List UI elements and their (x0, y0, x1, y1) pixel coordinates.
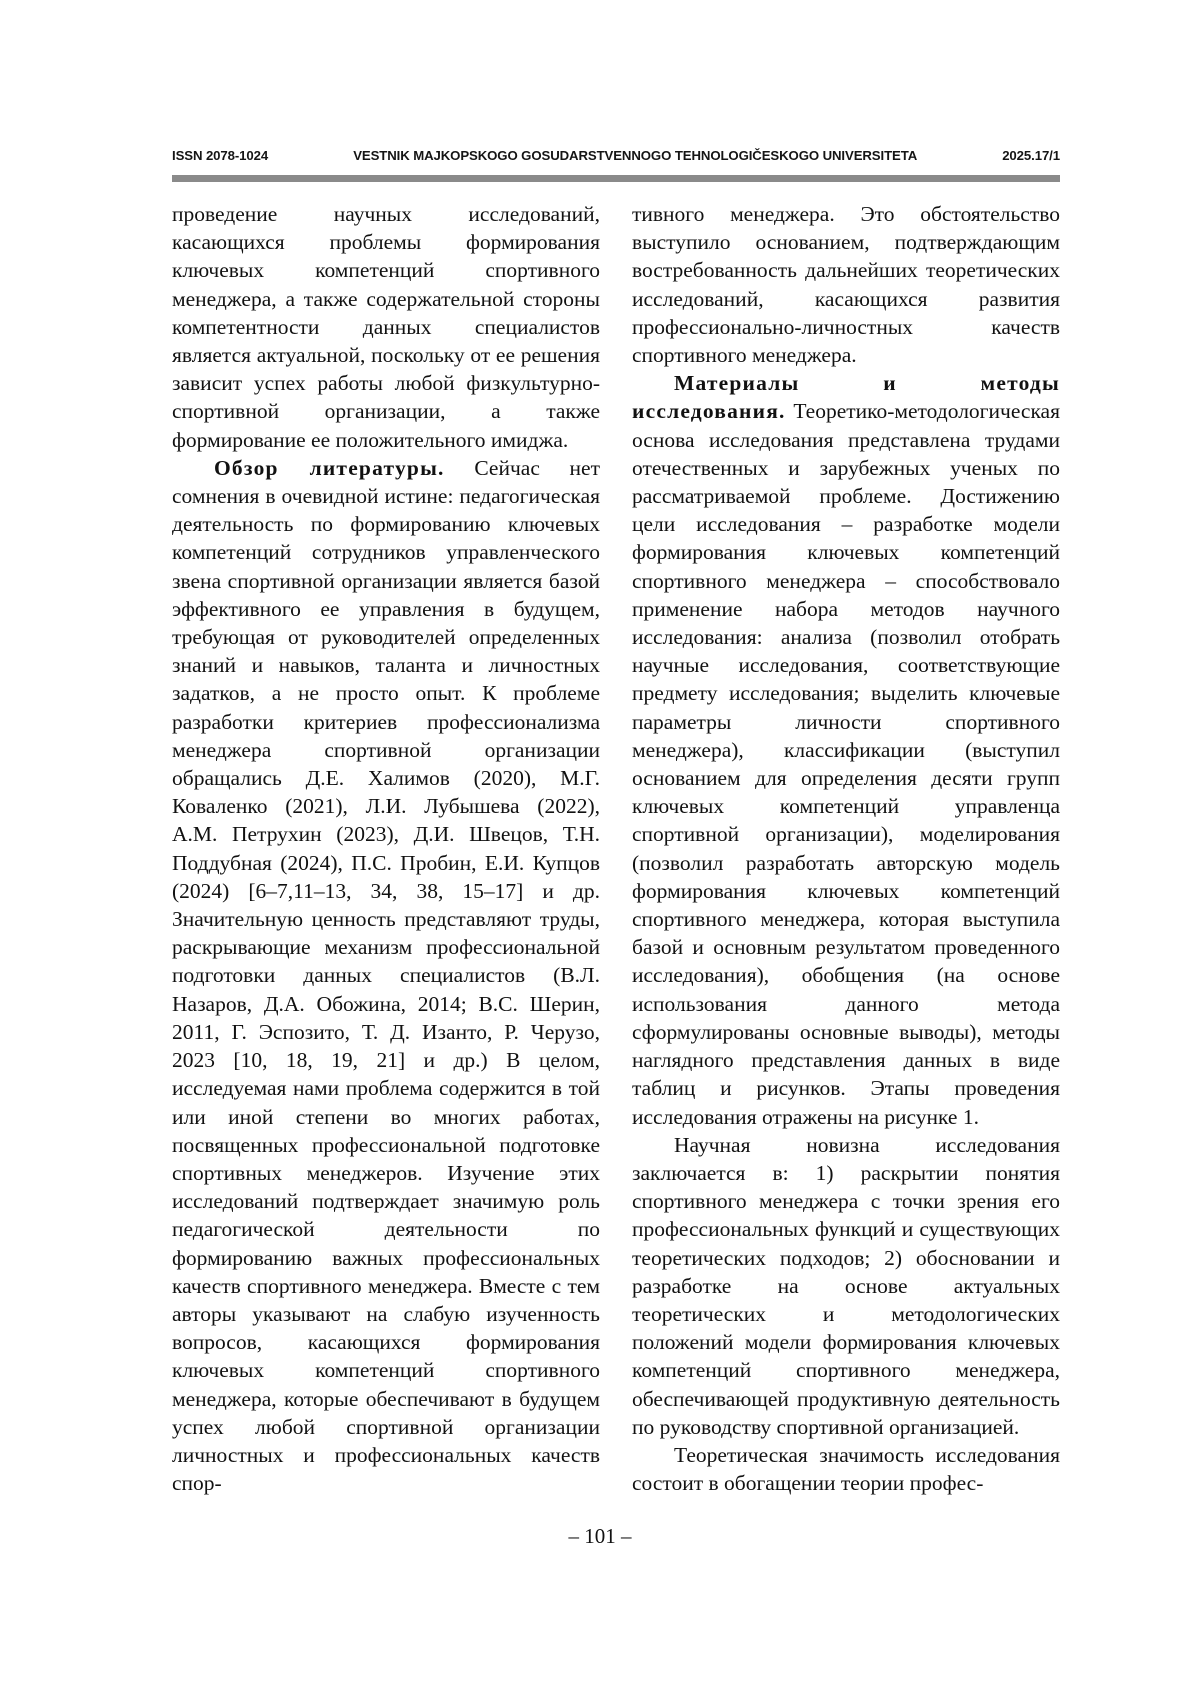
page-number: – 101 – (568, 1524, 632, 1548)
paragraph-literature-continuation: тивного менеджера. Это обстоятельство выступило основанием, подтверждающим востребованность дальнейших теоретических исследований, касающихся развития профессионально-личностных качеств спортивного менеджера. (632, 202, 1060, 368)
paragraph-scientific-novelty: Научная новизна исследования заключается в: 1) раскрытии понятия спортивного менеджера с точки зрения его профессиональных функций и существующих теоретических подходов; 2) обосновании и разработке на основе актуальных теоретических и методологических положений модели формирования ключевых компетенций спортивного менеджера, обеспечивающей продуктивную деятельность по руководству спортивной организацией. (632, 1132, 1060, 1439)
header-rule (172, 175, 1060, 182)
paragraph-literature-review (172, 454, 600, 1498)
right-column (632, 200, 1060, 1497)
section-heading-materials-methods: Материалы и методы исследования. (632, 371, 1060, 424)
section-heading-literature-review: Обзор литературы. (214, 455, 445, 480)
paragraph-intro-continuation: проведение научных исследований, касающихся проблемы формирования ключевых компетенций спортивного менеджера, а также содержательной стороны компетентности данных специалистов является актуальной, поскольку от ее решения зависит успех работы любой физкультурно-спортивной организации, а также формирование ее положительного имиджа. (172, 202, 600, 452)
journal-title: VESTNIK MAJKOPSKOGO GOSUDARSTVENNOGO TEHNOLOGIČESKOGO UNIVERSITETA (353, 148, 918, 163)
journal-issn: ISSN 2078-1024 (172, 148, 269, 163)
paragraph-materials-methods (632, 369, 1060, 1130)
literature-review-body: Сейчас нет сомнения в очевидной истине: педагогическая деятельность по формированию ключевых компетенций сотрудников управленческого звена спортивной организации является базой эффективного ее управления в будущем, требующая от руководителей определенных знаний и навыков, таланта и личностных задатков, а не просто опыт. К проблеме разработки критериев профессионализма менеджера спортивной организации обращались Д.Е. Халимов (2020), М.Г. Коваленко (2021), Л.И. Лубышева (2022), А.М. Петрухин (2023), Д.И. Швецов, Т.Н. Поддубная (2024), П.С. Пробин, Е.И. Купцов (2024) [6–7,11–13, 34, 38, 15–17] и др. Значительную ценность представляют труды, раскрывающие механизм профессиональной подготовки данных специалистов (В.Л. Назаров, Д.А. Обожина, 2014; В.С. Шерин, 2011, Г. Эспозито, Т. Д. Изанто, Р. Черузо, 2023 [10, 18, 19, 21] и др.) В целом, исследуемая нами проблема содержится в той или иной степени во многих работах, посвященных профессиональной подготовке спортивных менеджеров. Изучение этих исследований подтверждает значимую роль педагогической деятельности по формированию важных профессиональных качеств спортивного менеджера. Вместе с тем авторы указывают на слабую изученность вопросов, касающихся формирования ключевых компетенций спортивного менеджера, которые обеспечивают в будущем успех любой спортивной организации личностных и профессиональных качеств спор- (172, 455, 600, 1496)
journal-issue: 2025.17/1 (1002, 148, 1060, 163)
left-column (172, 200, 600, 1497)
running-header (172, 148, 1060, 163)
paragraph-theoretical-significance: Теоретическая значимость исследования состоит в обогащении теории профес- (632, 1442, 1060, 1496)
materials-methods-body: Теоретико-методологическая основа исследования представлена трудами отечественных и зарубежных ученых по рассматриваемой проблеме. Достижению цели исследования – разработке модели формирования ключевых компетенций спортивного менеджера – способствовало применение набора методов научного исследования: анализа (позволил отобрать научные исследования, соответствующие предмету исследования; выделить ключевые параметры личности спортивного менеджера), классификации (выступил основанием для определения десяти групп ключевых компетенций управленца спортивной организации), моделирования (позволил разработать авторскую модель формирования ключевых компетенций спортивного менеджера, которая выступила базой и основным результатом проведенного исследования), обобщения (на основе использования данного метода сформулированы основные выводы), методы наглядного представления данных в виде таблиц и рисунков. Этапы проведения исследования отражены на рисунке 1. (632, 399, 1060, 1129)
